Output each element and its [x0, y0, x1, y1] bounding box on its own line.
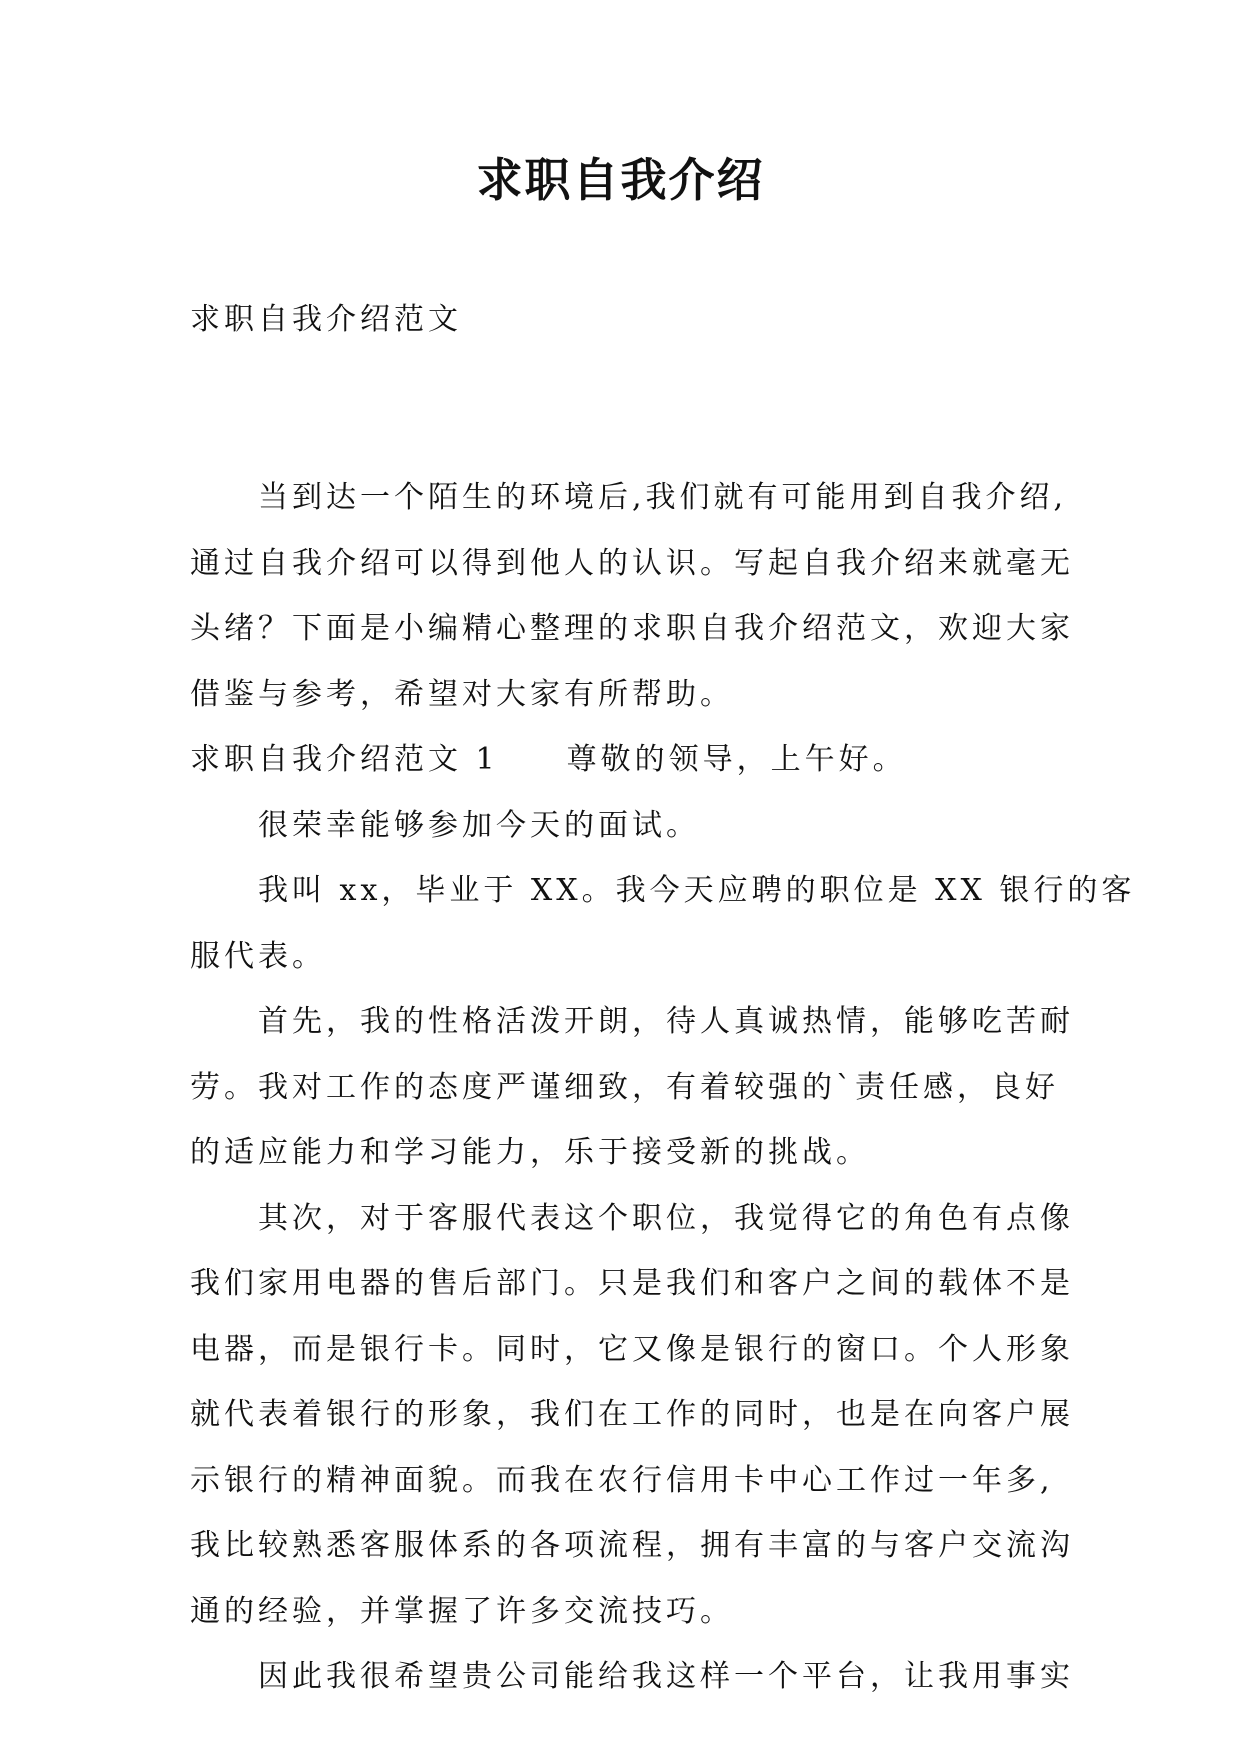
paragraph-line: 通过自我介绍可以得到他人的认识。写起自我介绍来就毫无 — [190, 545, 1074, 581]
document-subtitle: 求职自我介绍范文 — [190, 302, 462, 337]
paragraph-line: 很荣幸能够参加今天的面试。 — [258, 807, 700, 843]
section-heading-line — [190, 727, 1050, 793]
paragraph-line: 就代表着银行的形象，我们在工作的同时，也是在向客户展 — [190, 1397, 1074, 1432]
paragraph-line: 我比较熟悉客服体系的各项流程，拥有丰富的与客户交流沟 — [190, 1528, 1074, 1563]
paragraph-line: 头绪？下面是小编精心整理的求职自我介绍范文，欢迎大家 — [190, 611, 1074, 646]
paragraph-line: 示银行的精神面貌。而我在农行信用卡中心工作过一年多, — [190, 1462, 1054, 1498]
paragraph-line: 因此我很希望贵公司能给我这样一个平台，让我用事实 — [258, 1659, 1074, 1694]
paragraph-line: 电器，而是银行卡。同时，它又像是银行的窗口。个人形象 — [190, 1331, 1074, 1367]
paragraph-line: 服代表。 — [190, 938, 326, 974]
document-body — [190, 465, 1136, 1710]
greeting-text: 尊敬的领导，上午好。 — [566, 742, 907, 777]
paragraph-line: 的适应能力和学习能力，乐于接受新的挑战。 — [190, 1135, 870, 1170]
paragraph-line: 通的经验，并掌握了许多交流技巧。 — [190, 1593, 734, 1629]
paragraph-line: 首先，我的性格活泼开朗，待人真诚热情，能够吃苦耐 — [258, 1004, 1074, 1039]
paragraph-line: 我们家用电器的售后部门。只是我们和客户之间的载体不是 — [190, 1266, 1074, 1301]
paragraph-line: 我叫 xx，毕业于 XX。我今天应聘的职位是 XX 银行的客 — [258, 873, 1136, 908]
paragraph-line: 劳。我对工作的态度严谨细致，有着较强的`责任感，良好 — [190, 1069, 1059, 1105]
paragraph-line: 当到达一个陌生的环境后,我们就有可能用到自我介绍, — [258, 480, 1068, 515]
document-title: 求职自我介绍 — [476, 153, 765, 207]
paragraph-line: 其次，对于客服代表这个职位，我觉得它的角色有点像 — [258, 1200, 1074, 1236]
paragraph-line: 借鉴与参考，希望对大家有所帮助。 — [190, 676, 734, 712]
section-heading: 求职自我介绍范文 1 — [190, 742, 499, 777]
